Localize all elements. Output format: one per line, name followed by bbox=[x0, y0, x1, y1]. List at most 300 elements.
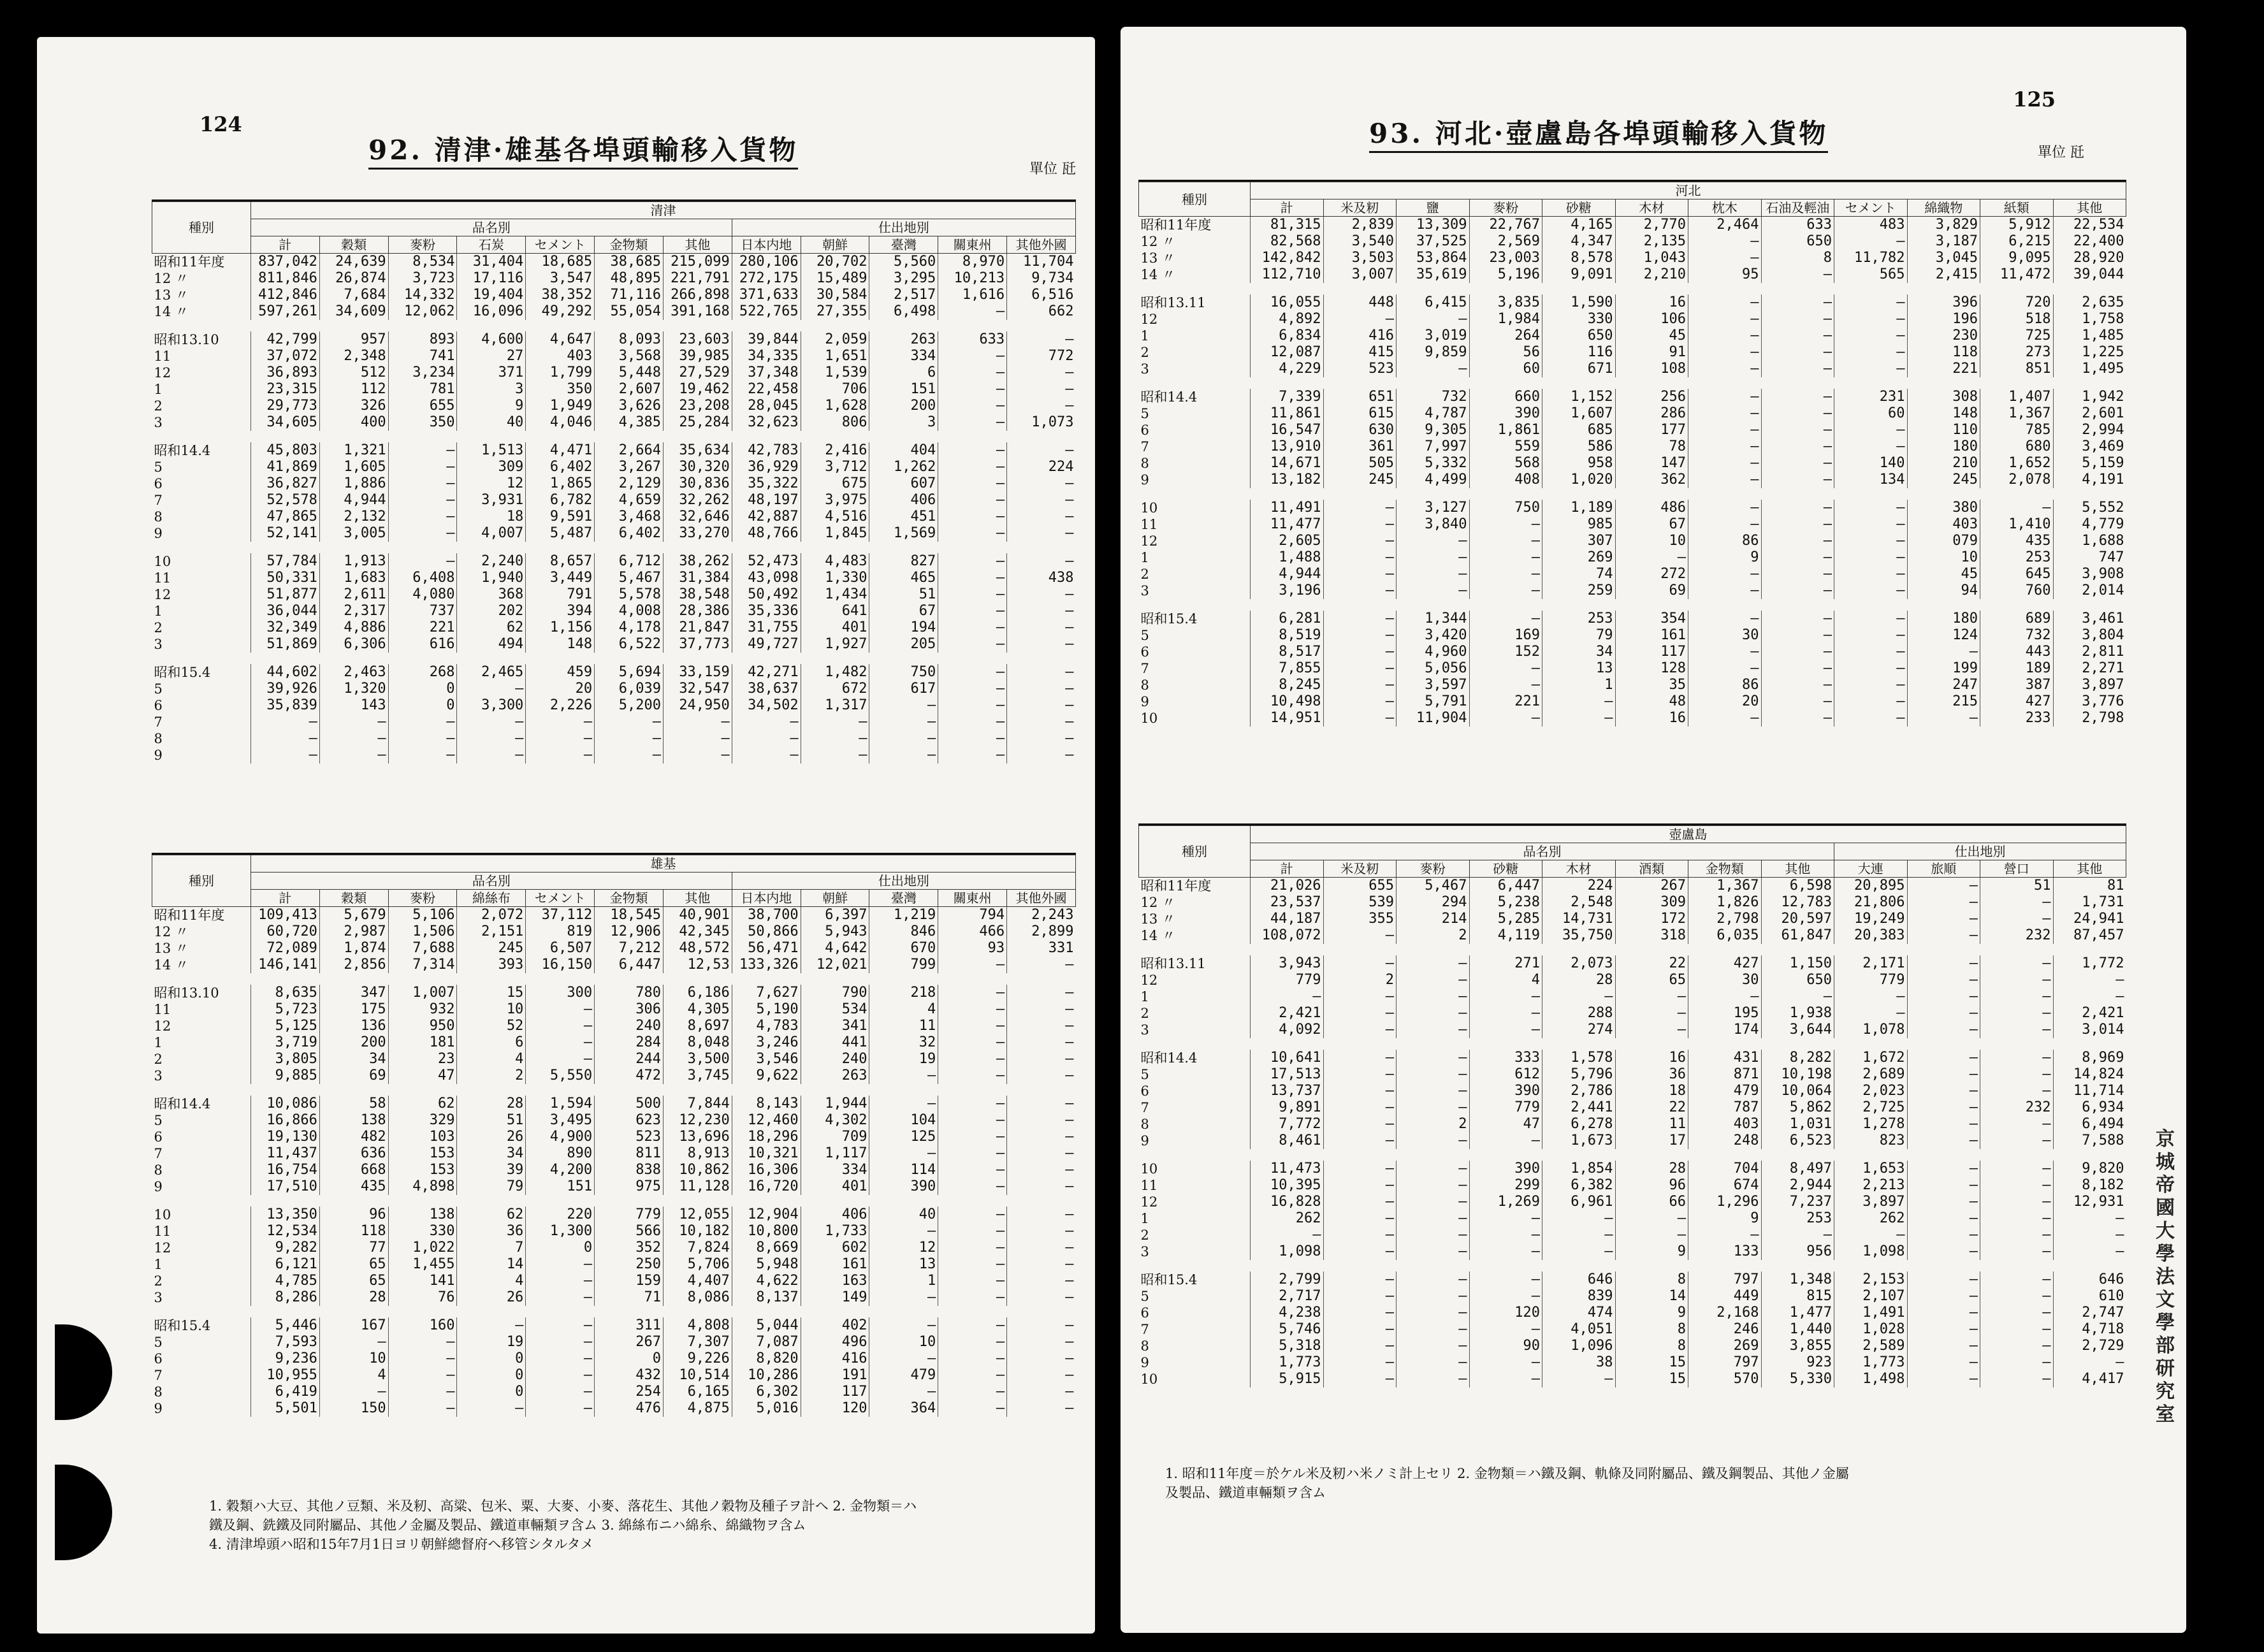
table-cell: 6,165 bbox=[663, 1384, 732, 1400]
table-cell: 9,305 bbox=[1397, 422, 1470, 438]
table-cell: 2,899 bbox=[1007, 924, 1076, 940]
table-cell: 4 bbox=[319, 1367, 388, 1384]
table-cell: — bbox=[1397, 989, 1470, 1005]
table-cell: 4,875 bbox=[663, 1400, 732, 1417]
table-cell: 390 bbox=[869, 1178, 938, 1195]
table-cell: 35,322 bbox=[732, 475, 801, 492]
table-cell: 199 bbox=[1907, 660, 1980, 677]
table-cell: 3,420 bbox=[1397, 627, 1470, 644]
table-cell: 2,856 bbox=[319, 957, 388, 973]
table-cell: 42,271 bbox=[732, 664, 801, 681]
table-cell: 2,601 bbox=[2053, 405, 2126, 422]
row-label: 6 bbox=[1140, 644, 1149, 660]
table-cell: 10,286 bbox=[732, 1367, 801, 1384]
table-row bbox=[1139, 1161, 2126, 1177]
table-cell: 93 bbox=[938, 940, 1007, 957]
table-cell: 3,045 bbox=[1907, 250, 1980, 266]
table-row bbox=[152, 907, 1076, 924]
table-cell: — bbox=[1688, 989, 1762, 1005]
table-cell: — bbox=[869, 1384, 938, 1400]
table-cell: 32,623 bbox=[732, 414, 801, 431]
row-spacer bbox=[152, 973, 1076, 985]
table-row bbox=[1139, 955, 2126, 972]
table-cell: 65 bbox=[319, 1256, 388, 1273]
table-cell: 5,330 bbox=[1761, 1371, 1834, 1388]
table-cell: 1,477 bbox=[1761, 1305, 1834, 1321]
table-cell: — bbox=[1323, 1177, 1397, 1194]
table-cell: 2,421 bbox=[1251, 1005, 1324, 1022]
table-cell: 660 bbox=[1469, 389, 1542, 405]
table-cell: 8,519 bbox=[1251, 627, 1324, 644]
table-cell: 2,605 bbox=[1251, 533, 1324, 549]
table-cell: 48,895 bbox=[595, 270, 664, 287]
column-header: 臺灣 bbox=[869, 890, 938, 907]
stamp-char: 大 bbox=[2156, 1220, 2175, 1242]
table-cell: 39,044 bbox=[2053, 266, 2126, 283]
table-cell: 779 bbox=[1834, 972, 1908, 989]
table-cell: — bbox=[1907, 927, 1980, 944]
row-label: 5 bbox=[154, 1113, 163, 1128]
category-header: 種別 bbox=[1139, 182, 1251, 217]
table-cell: 1,594 bbox=[526, 1096, 595, 1112]
table-cell: 7,844 bbox=[663, 1096, 732, 1112]
table-row bbox=[152, 636, 1076, 653]
table-cell: 2,416 bbox=[801, 442, 869, 459]
table-cell: 416 bbox=[801, 1351, 869, 1367]
row-label: 13 〃 bbox=[154, 287, 189, 303]
table-cell: — bbox=[1007, 1273, 1076, 1289]
table-cell: 124 bbox=[1907, 627, 1980, 644]
table-cell: 790 bbox=[801, 985, 869, 1001]
table-cell: — bbox=[526, 714, 595, 730]
column-header: 麥粉 bbox=[1397, 860, 1470, 878]
left-page bbox=[37, 37, 1095, 1634]
table-cell: 11,714 bbox=[2053, 1083, 2126, 1099]
table-cell: 0 bbox=[457, 1367, 526, 1384]
column-header: 紙類 bbox=[1980, 199, 2054, 217]
table-cell: 20 bbox=[526, 681, 595, 697]
table-cell: — bbox=[1980, 1243, 2054, 1260]
table-cell: 106 bbox=[1615, 311, 1688, 328]
table-cell: — bbox=[526, 1317, 595, 1334]
row-label: 昭和14.4 bbox=[154, 1096, 211, 1112]
table-cell: 404 bbox=[869, 442, 938, 459]
table-cell: 19,462 bbox=[663, 381, 732, 398]
table-cell: 35,750 bbox=[1542, 927, 1616, 944]
table-cell: 403 bbox=[1907, 516, 1980, 533]
row-label: 9 bbox=[1140, 472, 1149, 488]
table-cell: 58 bbox=[319, 1096, 388, 1112]
table-cell: 16 bbox=[1615, 294, 1688, 311]
table-cell: 12,021 bbox=[801, 957, 869, 973]
table-cell: — bbox=[1688, 311, 1762, 328]
table-cell: 7,307 bbox=[663, 1334, 732, 1351]
table-cell: — bbox=[1469, 1321, 1542, 1338]
table-cell: 2,240 bbox=[457, 553, 526, 570]
row-label: 2 bbox=[1140, 1006, 1149, 1021]
table-cell: — bbox=[869, 1289, 938, 1306]
table-cell: 522,765 bbox=[732, 303, 801, 320]
table-cell: 18 bbox=[457, 509, 526, 525]
column-header: 計 bbox=[251, 890, 320, 907]
table-cell: 1,913 bbox=[319, 553, 388, 570]
table-cell: 1,367 bbox=[1688, 878, 1762, 895]
table-cell: — bbox=[1397, 1066, 1470, 1083]
table-cell: — bbox=[1469, 1288, 1542, 1305]
table-cell: 2,078 bbox=[1980, 472, 2054, 488]
table-row bbox=[1139, 294, 2126, 311]
table-row bbox=[152, 1317, 1076, 1334]
table-cell: 2,944 bbox=[1761, 1177, 1834, 1194]
table-cell: 40,901 bbox=[663, 907, 732, 924]
table-row bbox=[152, 381, 1076, 398]
table-cell: — bbox=[1323, 693, 1397, 710]
table-cell: 5,016 bbox=[732, 1400, 801, 1417]
table-cell: 71,116 bbox=[595, 287, 664, 303]
table-cell: 153 bbox=[388, 1162, 457, 1178]
stamp-char: 國 bbox=[2156, 1197, 2175, 1219]
table-cell: 890 bbox=[526, 1145, 595, 1162]
table-cell: 39 bbox=[457, 1162, 526, 1178]
table-row bbox=[1139, 311, 2126, 328]
row-label: 3 bbox=[1140, 583, 1149, 598]
table-cell: 390 bbox=[1469, 1083, 1542, 1099]
table-cell: 262 bbox=[1251, 1210, 1324, 1227]
table-cell: 2 bbox=[1323, 972, 1397, 989]
row-spacer bbox=[152, 653, 1076, 664]
table-cell: 2,072 bbox=[457, 907, 526, 924]
table-cell: 3,469 bbox=[2053, 438, 2126, 455]
table-cell: 799 bbox=[869, 957, 938, 973]
table-cell: — bbox=[938, 664, 1007, 681]
table-cell: — bbox=[1397, 361, 1470, 377]
table-cell: 5,746 bbox=[1251, 1321, 1324, 1338]
table-cell: 8,143 bbox=[732, 1096, 801, 1112]
table-cell: — bbox=[1834, 361, 1908, 377]
row-label: 1 bbox=[154, 1257, 163, 1272]
table-cell: 268 bbox=[388, 664, 457, 681]
table-cell: 16,866 bbox=[251, 1112, 320, 1129]
table-cell: 1,865 bbox=[526, 475, 595, 492]
table-cell: — bbox=[388, 553, 457, 570]
table-cell: 2,839 bbox=[1323, 217, 1397, 234]
table-cell: — bbox=[938, 681, 1007, 697]
table-cell: 22,458 bbox=[732, 381, 801, 398]
table-cell: — bbox=[1542, 1227, 1616, 1243]
table-cell: 720 bbox=[1980, 294, 2054, 311]
table-cell: — bbox=[1323, 1083, 1397, 1099]
row-label: 昭和13.10 bbox=[154, 985, 219, 1001]
table-cell: 8 bbox=[1615, 1272, 1688, 1288]
table-cell: — bbox=[1688, 583, 1762, 599]
table-cell: — bbox=[1761, 438, 1834, 455]
table-cell: 272,175 bbox=[732, 270, 801, 287]
table-cell: 14,731 bbox=[1542, 911, 1616, 927]
table-cell: 9,891 bbox=[1251, 1099, 1324, 1116]
table-cell: 8,517 bbox=[1251, 644, 1324, 660]
table-cell: 354 bbox=[1615, 611, 1688, 627]
table-cell: — bbox=[1323, 566, 1397, 583]
table-cell: 1,488 bbox=[1251, 549, 1324, 566]
row-label: 13 〃 bbox=[154, 941, 189, 956]
table-cell: 350 bbox=[526, 381, 595, 398]
spacer-cell bbox=[1139, 599, 2126, 611]
table-row bbox=[152, 475, 1076, 492]
table-cell: 221 bbox=[1469, 693, 1542, 710]
table-cell: 3,829 bbox=[1907, 217, 1980, 234]
table-cell: — bbox=[1323, 611, 1397, 627]
column-header: 木材 bbox=[1615, 199, 1688, 217]
row-label: 昭和11年度 bbox=[1140, 878, 1212, 894]
table-cell: 3,500 bbox=[663, 1051, 732, 1068]
table-cell: 306 bbox=[595, 1001, 664, 1018]
table-cell: — bbox=[938, 459, 1007, 475]
table-cell: 3,719 bbox=[251, 1034, 320, 1051]
row-label: 7 bbox=[1140, 439, 1149, 454]
stamp-char: 究 bbox=[2156, 1380, 2175, 1403]
row-label: 5 bbox=[1140, 406, 1149, 421]
column-header: 計 bbox=[251, 236, 320, 254]
table-cell: 16,096 bbox=[457, 303, 526, 320]
table-row bbox=[152, 730, 1076, 747]
table-row bbox=[152, 1018, 1076, 1034]
table-cell: — bbox=[1907, 1066, 1980, 1083]
table-cell: 932 bbox=[388, 1001, 457, 1018]
table-cell: — bbox=[1397, 1354, 1470, 1371]
table-cell: 160 bbox=[388, 1317, 457, 1334]
table-cell: 3 bbox=[457, 381, 526, 398]
table-cell: 96 bbox=[319, 1206, 388, 1223]
row-label: 9 bbox=[154, 526, 163, 541]
table-cell: 1,688 bbox=[2053, 533, 2126, 549]
table-cell: — bbox=[1323, 1005, 1397, 1022]
table-cell: — bbox=[526, 1400, 595, 1417]
row-spacer bbox=[1139, 1260, 2126, 1272]
table-cell: — bbox=[1469, 1272, 1542, 1288]
table-cell: — bbox=[1615, 989, 1688, 1005]
table-row bbox=[1139, 1050, 2126, 1066]
table-cell: 8 bbox=[1615, 1338, 1688, 1354]
table-cell: 11,904 bbox=[1397, 710, 1470, 727]
table-cell: 26,874 bbox=[319, 270, 388, 287]
table-cell: 250 bbox=[595, 1256, 664, 1273]
table-row bbox=[1139, 710, 2126, 727]
table-cell: 14 bbox=[1615, 1288, 1688, 1305]
table-cell: 12,460 bbox=[732, 1112, 801, 1129]
table-cell: — bbox=[1688, 644, 1762, 660]
table-cell: 750 bbox=[869, 664, 938, 681]
table-cell: — bbox=[1469, 1227, 1542, 1243]
table-cell: 12 bbox=[457, 475, 526, 492]
table-cell: — bbox=[1907, 1243, 1980, 1260]
row-spacer bbox=[152, 431, 1076, 442]
table-cell: 6,306 bbox=[319, 636, 388, 653]
table-cell: 6,408 bbox=[388, 570, 457, 586]
table-cell: 3,127 bbox=[1397, 500, 1470, 516]
table-cell: — bbox=[1323, 677, 1397, 693]
table-cell: 215 bbox=[1907, 693, 1980, 710]
row-label: 昭和15.4 bbox=[1140, 611, 1198, 627]
table-cell: 371 bbox=[457, 365, 526, 381]
table-cell: 26 bbox=[457, 1289, 526, 1306]
table-cell: 2,717 bbox=[1251, 1288, 1324, 1305]
table-cell: 958 bbox=[1542, 455, 1616, 472]
table-cell: 2,465 bbox=[457, 664, 526, 681]
table-cell: — bbox=[1761, 1227, 1834, 1243]
row-label: 8 bbox=[1140, 1117, 1149, 1132]
table-cell: 247 bbox=[1907, 677, 1980, 693]
table-cell: 2 bbox=[1397, 1116, 1470, 1133]
table-cell: — bbox=[1323, 927, 1397, 944]
table-cell: 15 bbox=[1615, 1354, 1688, 1371]
table-cell: — bbox=[1469, 516, 1542, 533]
table-cell: 3,503 bbox=[1323, 250, 1397, 266]
table-cell: 35,619 bbox=[1397, 266, 1470, 283]
table-cell: 3,943 bbox=[1251, 955, 1324, 972]
table-cell: — bbox=[1323, 1338, 1397, 1354]
table-cell: 5,285 bbox=[1469, 911, 1542, 927]
row-label: 3 bbox=[1140, 1244, 1149, 1259]
table-cell: 14,671 bbox=[1251, 455, 1324, 472]
table-cell: 114 bbox=[869, 1162, 938, 1178]
table-cell: — bbox=[457, 730, 526, 747]
table-cell: — bbox=[1469, 1133, 1542, 1149]
table-cell: 568 bbox=[1469, 455, 1542, 472]
table-cell: 20,702 bbox=[801, 254, 869, 271]
table-cell: — bbox=[1469, 1022, 1542, 1038]
table-cell: — bbox=[1688, 516, 1762, 533]
table-cell: 6,782 bbox=[526, 492, 595, 509]
row-label: 5 bbox=[1140, 628, 1149, 643]
table-cell: 5,578 bbox=[595, 586, 664, 603]
table-cell: 1,028 bbox=[1834, 1321, 1908, 1338]
table-cell: — bbox=[1834, 549, 1908, 566]
row-label: 10 bbox=[154, 1207, 171, 1222]
table-cell: 149 bbox=[801, 1289, 869, 1306]
data-table bbox=[1138, 825, 2126, 1388]
stamp-char: 學 bbox=[2156, 1312, 2175, 1334]
stamp-char: 學 bbox=[2156, 1243, 2175, 1265]
table-cell: 2,348 bbox=[319, 348, 388, 365]
table-cell: — bbox=[1397, 1371, 1470, 1388]
table-cell: — bbox=[938, 1129, 1007, 1145]
table-cell: — bbox=[732, 730, 801, 747]
table-cell: 4,385 bbox=[595, 414, 664, 431]
table-cell: 443 bbox=[1980, 644, 2054, 660]
table-cell: — bbox=[1907, 1133, 1980, 1149]
table-cell: 1,773 bbox=[1251, 1354, 1324, 1371]
right-page bbox=[1121, 27, 2186, 1633]
footnotes bbox=[209, 1496, 1089, 1554]
row-label: 12 〃 bbox=[1140, 234, 1175, 249]
row-spacer bbox=[152, 1195, 1076, 1206]
table-cell: — bbox=[1323, 955, 1397, 972]
table-cell: 21,847 bbox=[663, 620, 732, 636]
table-cell: 1,874 bbox=[319, 940, 388, 957]
table-cell: — bbox=[1980, 1321, 2054, 1338]
table-cell: 610 bbox=[2053, 1288, 2126, 1305]
table-cell: 406 bbox=[801, 1206, 869, 1223]
table-cell: 1,367 bbox=[1980, 405, 2054, 422]
table-cell: 650 bbox=[1761, 233, 1834, 250]
table-cell: 15 bbox=[457, 985, 526, 1001]
row-label: 8 bbox=[154, 731, 163, 746]
row-label: 3 bbox=[1140, 1022, 1149, 1038]
table-cell: — bbox=[388, 730, 457, 747]
row-label: 3 bbox=[154, 637, 163, 652]
table-cell: — bbox=[1907, 1194, 1980, 1210]
table-cell: 3,546 bbox=[732, 1051, 801, 1068]
table-cell: 3,547 bbox=[526, 270, 595, 287]
table-cell: 32,349 bbox=[251, 620, 320, 636]
table-cell: 779 bbox=[1251, 972, 1324, 989]
table-cell: 675 bbox=[801, 475, 869, 492]
table-cell: 3,776 bbox=[2053, 693, 2126, 710]
table-cell: 819 bbox=[526, 924, 595, 940]
table-cell: 602 bbox=[801, 1240, 869, 1256]
table-cell: 286 bbox=[1615, 405, 1688, 422]
column-header: セメント bbox=[526, 890, 595, 907]
table-cell: 78 bbox=[1615, 438, 1688, 455]
table-cell: 396 bbox=[1907, 294, 1980, 311]
spacer-cell bbox=[152, 1084, 1076, 1096]
table-cell: 16,547 bbox=[1251, 422, 1324, 438]
row-label: 昭和14.4 bbox=[154, 443, 211, 458]
table-cell: 361 bbox=[1323, 438, 1397, 455]
table-cell: — bbox=[1323, 1099, 1397, 1116]
spacer-cell bbox=[1139, 1260, 2126, 1272]
hulu-table bbox=[1138, 823, 2126, 1388]
table-cell: 415 bbox=[1323, 344, 1397, 361]
table-cell: 10 bbox=[319, 1351, 388, 1367]
row-label: 2 bbox=[1140, 1228, 1149, 1243]
table-cell: 109,413 bbox=[251, 907, 320, 924]
table-cell: 9,236 bbox=[251, 1351, 320, 1367]
table-cell: — bbox=[1834, 500, 1908, 516]
table-cell: 248 bbox=[1688, 1133, 1762, 1149]
table-cell: 13,910 bbox=[1251, 438, 1324, 455]
table-cell: — bbox=[526, 730, 595, 747]
table-cell: 196 bbox=[1907, 311, 1980, 328]
table-cell: — bbox=[1323, 533, 1397, 549]
table-cell: 4,642 bbox=[801, 940, 869, 957]
table-cell: — bbox=[1007, 1289, 1076, 1306]
table-cell: 566 bbox=[595, 1223, 664, 1240]
table-cell: — bbox=[801, 747, 869, 764]
table-cell: 0 bbox=[388, 697, 457, 714]
table-cell: 2,798 bbox=[2053, 710, 2126, 727]
table-cell: 505 bbox=[1323, 455, 1397, 472]
table-cell: 118 bbox=[319, 1223, 388, 1240]
table-cell: — bbox=[1688, 294, 1762, 311]
row-label: 13 〃 bbox=[1140, 911, 1175, 927]
table-cell: 1,672 bbox=[1834, 1050, 1908, 1066]
table-cell: 607 bbox=[869, 475, 938, 492]
row-label: 11 bbox=[154, 1224, 171, 1239]
row-label: 昭和13.11 bbox=[1140, 956, 1206, 971]
table-cell: 956 bbox=[1761, 1243, 1834, 1260]
table-cell: 308 bbox=[1907, 389, 1980, 405]
table-cell: — bbox=[1323, 660, 1397, 677]
table-cell: 330 bbox=[388, 1223, 457, 1240]
table-row bbox=[152, 620, 1076, 636]
table-cell: — bbox=[1980, 1210, 2054, 1227]
table-cell: 6,415 bbox=[1397, 294, 1470, 311]
table-cell: 4,305 bbox=[663, 1001, 732, 1018]
row-label: 7 bbox=[154, 1146, 163, 1161]
table-cell: — bbox=[1980, 1288, 2054, 1305]
table-cell: — bbox=[938, 365, 1007, 381]
